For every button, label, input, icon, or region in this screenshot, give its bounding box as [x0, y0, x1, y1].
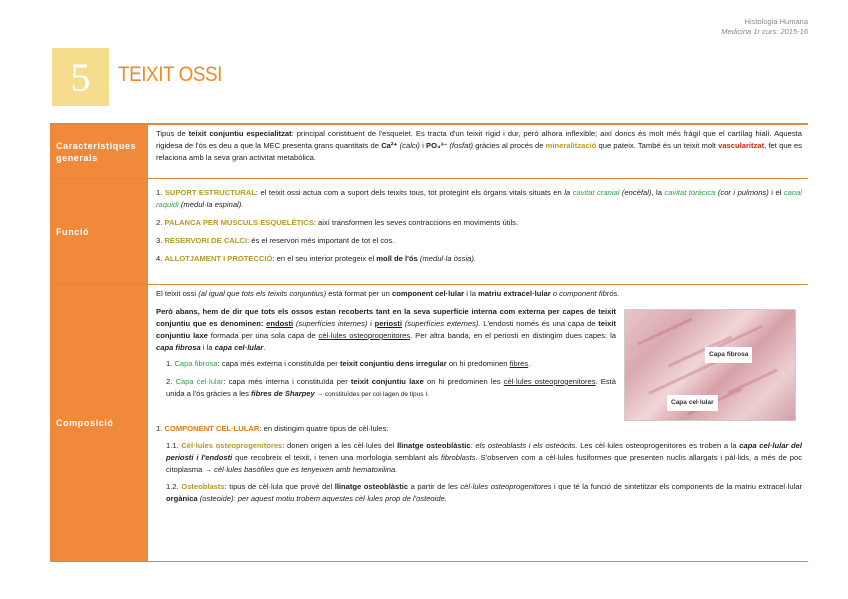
header-title: Histologia Humana	[744, 17, 808, 26]
capa-fibrosa-item: 1. Capa fibrosa: capa més externa i constituïda per teixit conjuntiu dens irregular on hi predominen fibres.	[166, 359, 531, 368]
composicio-recobriment: Però abans, hem de dir que tots els ossos estan recoberts tant en la seva superfície interna com externa per capes de teixit conjuntiu que es denominen: endosti (superfícies internes) i periosti (superfícies externes). L'endosti només és una capa de teixit conjuntiu laxe formada per una sola capa de cèl·lules osteoprogenitores. Per altra banda, en el periosti en distingim dues capes: la capa fibrosa i la capa cel·lular.	[156, 307, 616, 352]
periosti-micrograph	[624, 309, 796, 421]
funcio-item-1: 1. SUPORT ESTRUCTURAL: el teixit ossi actua com a suport dels teixits tous, tot protegint els òrgans vitals situats en la cavitat cranial (encèfal), la cavitat toràcica (cor i pulmons) i el canal raquidi (medul·la espinal).	[156, 188, 802, 209]
row-composicio	[50, 284, 808, 562]
chapter-number: 5	[70, 55, 91, 100]
row-caracteristiques	[50, 123, 808, 178]
content-table	[50, 123, 808, 562]
chapter-title: TEIXIT OSSI	[118, 63, 222, 86]
funcio-item-2: 2. PALANCA PER MÚSCULS ESQUELÈTICS: així transformen les seves contraccions en moviments útils.	[156, 218, 519, 227]
label-capa-fibrosa: Capa fibrosa	[705, 347, 752, 363]
funcio-item-4: 4. ALLOTJAMENT I PROTECCIÓ: en el seu interior protegeix el moll de l'ós (medul·la òssia).	[156, 254, 477, 263]
caracteristiques-text: Tipus de teixit conjuntiu especialitzat: principal constituent de l'esquelet. Es tracta d'un teixit rígid i dur, però alhora inflexible; així doncs és molt més fràgil que el cartílag hialí. Aquesta rigidesa de l'ós es deu a que la MEC presenta grans quantitats de Ca²⁺ (calci) i PO₄³⁻ (fosfat) gràcies al procés de mineralització que pateix. També és un teixit molt vascularitzat, fet que es relaciona amb la seva gran activitat metabòlica.	[156, 129, 802, 162]
funcio-item-3: 3. RESERVORI DE CALCI: és el reservori més important de tot el cos.	[156, 236, 395, 245]
chapter-number-box	[52, 48, 109, 106]
osteoprogenitores-item: 1.1. Cèl·lules osteoprogenitores: donen origen a les cèl·lules del llinatge osteoblàstic: els osteoblasts i els osteòcits. Les cèl·lules osteoprogenitores es troben a la capa cel·lular del periosti i l'endosti que recobreix el teixit, i tenen una morfologia semblant als fibroblasts. S'observen com a cèl·lules fusiformes que presenten nuclis allargats i pàl·lids, a més de poc citoplasma → cèl·lules basòfiles que es tenyeixen amb hematoxilina.	[166, 441, 802, 474]
row-label-caracteristiques: Característiques generals	[50, 125, 148, 178]
funcio-text	[148, 179, 808, 284]
header-subtitle: Medicina 1r curs: 2015-16	[721, 27, 808, 36]
composicio-text	[148, 285, 808, 561]
row-label-funcio: Funció	[50, 179, 148, 284]
label-capa-cellular: Capa cel·lular	[667, 395, 718, 411]
component-cellular-heading: 1. COMPONENT CEL·LULAR: en distingim quatre tipus de cèl·lules:	[156, 424, 389, 433]
composicio-intro: El teixit ossi (al igual que tots els teixits conjuntius) està format per un component cel·lular i la matriu extracel·lular o component fibrós.	[156, 289, 620, 298]
capa-cellular-item: 2. Capa cel·lular: capa més interna i constituïda per teixit conjuntiu laxe on hi predominen les cèl·lules osteoprogenitores. Està unida a l'ós gràcies a les fibres de Sharpey → constituïdes per col·lagen de tipus I.	[166, 377, 616, 398]
row-label-composicio: Composició	[50, 285, 148, 561]
osteoblasts-item: 1.2. Osteoblasts: tipus de cèl·lula que prové del llinatge osteoblàstic a partir de les cèl·lules osteoprogenitores i que té la funció de sintetitzar els components de la matriu extracel·lular orgànica (osteoide): per aquest motiu trobem aquestes cèl·lules prop de l'osteoide.	[166, 482, 802, 503]
page-header	[721, 17, 808, 37]
row-funcio	[50, 178, 808, 284]
